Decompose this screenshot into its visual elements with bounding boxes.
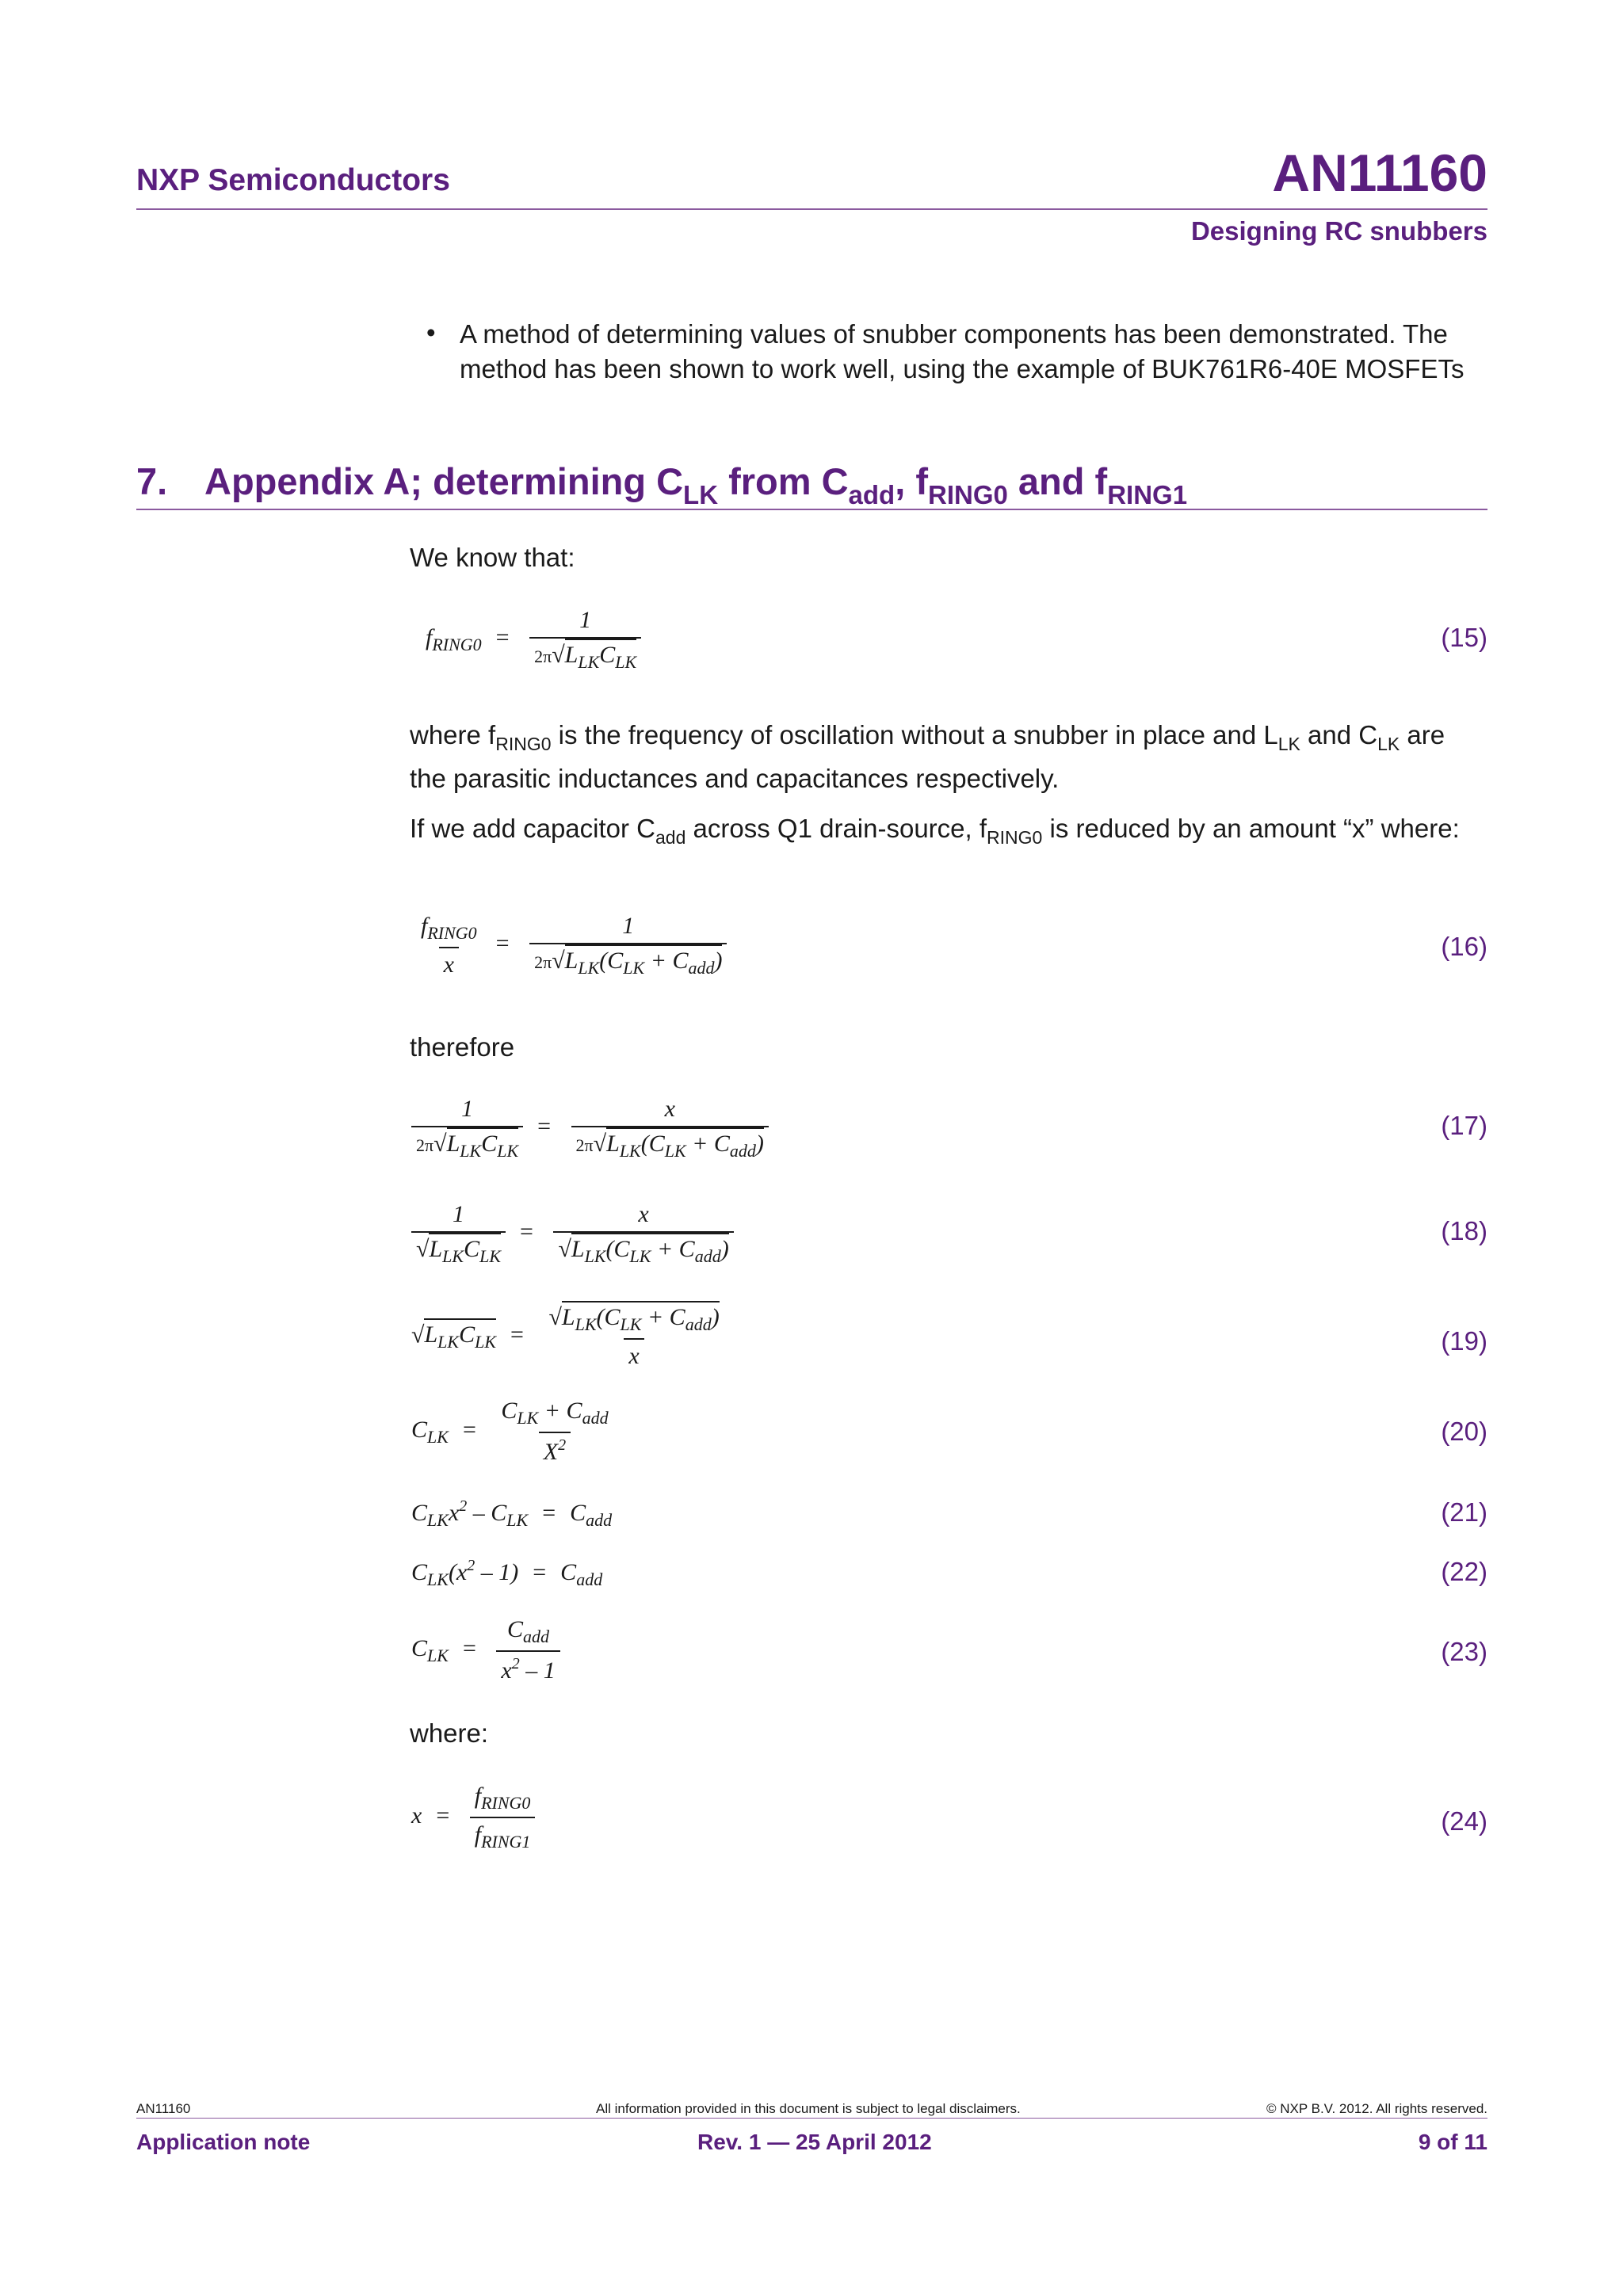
equation-number-24: (24) [1441,1806,1487,1836]
equation-20: $C_{LK}$ = $\frac{C_{LK} + C_{add}}{X^2}$ [411,1398,609,1465]
equation-number-20: (20) [1441,1417,1487,1446]
equation-number-23: (23) [1441,1637,1487,1666]
equation-17: $\frac{1}{2\pi√L_{LK}C_{LK}}$ = $\frac{x}{2\pi√L_{LK}(C_{LK} + C_{add})}$ [411,1096,769,1161]
section-number: 7. [136,460,168,502]
document-subtitle: Designing RC snubbers [1190,216,1487,246]
footer-doc-id: AN11160 [136,2101,191,2116]
paragraph-definition: where $f_{RING0}$ is the frequency of oscillation without a snubber in place and $L_{LK}$ and $C_{LK}$ are the parasitic inductances and capacitances respectively. [410,720,1445,793]
page-number: 9 of 11 [1418,2130,1487,2154]
equation-19: $√L_{LK}C_{LK}$ = $\frac{√L_{LK}(C_{LK} + C_{add})}{x}$ [411,1304,724,1370]
equation-22: $C_{LK}(x^2 - 1) = C_{add}$ [411,1557,603,1589]
equation-number-18: (18) [1441,1216,1487,1245]
company-name: NXP Semiconductors [136,163,450,197]
equation-15: $f_{RING0}$ = $\frac{1}{2\pi√L_{LK}C_{LK}}$ [426,607,641,673]
equation-number-22: (22) [1441,1557,1487,1586]
equation-24: x = $\frac{f_{RING0}}{f_{RING1}}$ [411,1783,535,1852]
equation-16: $\frac{f_{RING0}}{x}$ = $\frac{1}{2\pi√L_{LK}(C_{LK} + C_{add})}$ [416,913,727,978]
paragraph-where: where: [410,1718,489,1748]
bullet-text: A method of determining values of snubber components has been demonstrated. The method has been shown to work well, using the example of BUK761R6-40E MOSFETs [460,319,1465,383]
equation-18: $\frac{1}{√L_{LK}C_{LK}}$ = $\frac{x}{√L_{LK}(C_{LK} + C_{add})}$ [411,1201,734,1267]
equation-number-19: (19) [1441,1326,1487,1356]
bullet-icon: • [426,318,436,347]
footer-copyright: © NXP B.V. 2012. All rights reserved. [1266,2101,1487,2116]
paragraph-add-capacitor: If we add capacitor $C_{add}$ across Q1 drain-source, $f_{RING0}$ is reduced by an amount “x” where: [410,814,1460,848]
footer-revision: Rev. 1 — 25 April 2012 [697,2130,932,2154]
footer-rule [136,2118,1487,2119]
document-id: AN11160 [1272,143,1487,202]
header-rule [136,208,1487,210]
equation-number-17: (17) [1441,1111,1487,1140]
footer-doc-type: Application note [136,2130,311,2154]
paragraph-therefore: therefore [410,1032,515,1062]
equation-number-15: (15) [1441,623,1487,652]
equation-21: $C_{LK}x^2 - C_{LK} = C_{add}$ [411,1497,613,1530]
footer-disclaimer: All information provided in this document is subject to legal disclaimers. [596,2101,1021,2116]
paragraph-intro: We know that: [410,543,575,572]
equation-number-16: (16) [1441,932,1487,961]
equation-23: $C_{LK}$ = $\frac{C_{add}}{x^2 - 1}$ [411,1616,560,1684]
equation-number-21: (21) [1441,1497,1487,1527]
section-title: Appendix A; determining $C_{LK}$ from $C_{add}$, $f_{RING0}$ and $f_{RING1}$ [204,460,1188,509]
section-rule [136,509,1487,510]
